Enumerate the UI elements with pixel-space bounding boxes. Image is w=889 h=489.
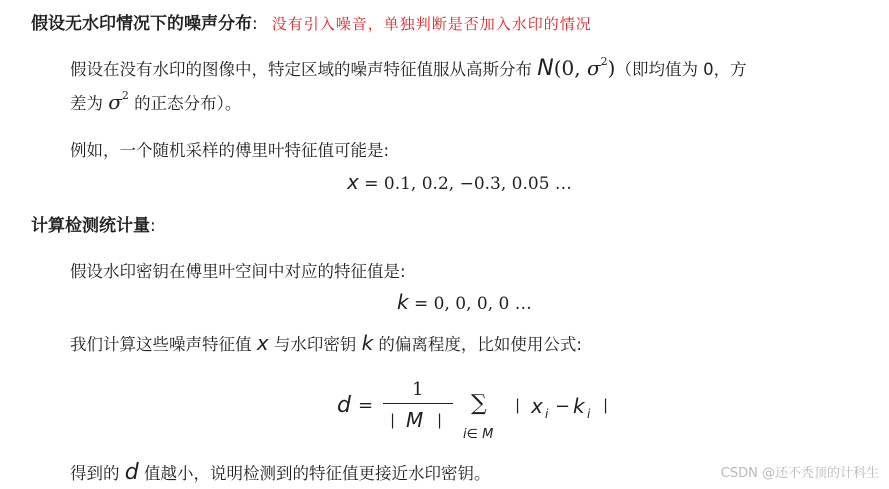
line2-text-post: 的正态分布）。 (128, 94, 242, 113)
summation-symbol: ∑ (471, 391, 487, 416)
summation-subscript: i∈ M (463, 427, 494, 442)
sigma-symbol: σ (586, 56, 601, 80)
sigma-square-2: 2 (121, 89, 129, 102)
formula-abs-left: | (515, 396, 521, 414)
formula-numerator: 1 (412, 379, 424, 400)
line1-text-pre: 假设在没有水印的图像中，特定区域的噪声特征值服从高斯分布 (70, 60, 538, 79)
conclusion-text-post: 值越小，说明检测到的特征值更接近水印密钥。 (138, 464, 491, 483)
x-symbol: x (347, 170, 359, 194)
distribution-description-line1 (70, 55, 747, 81)
fraction-bar (383, 403, 453, 404)
line2-text-pre: 差为 (70, 94, 109, 113)
normal-args-open: (0, (553, 56, 587, 80)
formula-equals: = (358, 395, 374, 416)
formula-ki-subscript: i (587, 407, 591, 421)
example-intro: 例如，一个随机采样的傅里叶特征值可能是: (70, 141, 390, 160)
formula-ki: k (573, 394, 585, 418)
conclusion-d-symbol: d (124, 460, 139, 485)
formula-M: M (406, 408, 424, 432)
sigma-square: 2 (600, 55, 608, 68)
section2-heading (31, 211, 156, 236)
section1-heading (31, 9, 592, 34)
x-values-equation (347, 170, 572, 194)
line1-text-post: （即均值为 0，方 (615, 60, 747, 79)
formula-minus: − (555, 396, 571, 417)
section1-heading-colon: : (252, 14, 258, 34)
csdn-watermark: CSDN @还不秃顶的计科生 (720, 466, 879, 481)
deviation-text-post: 的偏离程度，比如使用公式: (373, 335, 582, 354)
formula-bar-right: | (437, 411, 443, 429)
deviation-sentence (70, 331, 582, 355)
red-annotation-note: 没有引入噪音，单独判断是否加入水印的情况 (271, 15, 592, 33)
deviation-k-symbol: k (361, 331, 374, 355)
normal-args-close: ) (607, 56, 616, 80)
formula-xi-subscript: i (545, 407, 549, 421)
section1-heading-text: 假设无水印情况下的噪声分布 (31, 14, 252, 34)
formula-abs-right: | (603, 396, 609, 414)
k-values: = 0, 0, 0, 0 … (408, 294, 532, 314)
formula-xi: x (531, 394, 543, 418)
formula-bar-left: | (390, 411, 396, 429)
k-values-equation (397, 290, 532, 314)
distribution-description-line2 (70, 89, 241, 114)
k-symbol: k (397, 290, 409, 314)
deviation-text-pre: 我们计算这些噪声特征值 (70, 335, 257, 354)
key-intro: 假设水印密钥在傅里叶空间中对应的特征值是: (70, 262, 406, 281)
conclusion-sentence (70, 460, 490, 485)
section2-heading-colon: : (150, 216, 156, 236)
conclusion-text-pre: 得到的 (70, 464, 125, 483)
normal-symbol: N (537, 56, 554, 81)
sigma-symbol-2: σ (108, 90, 122, 114)
x-values: = 0.1, 0.2, −0.3, 0.05 … (358, 174, 572, 194)
deviation-x-symbol: x (256, 331, 269, 355)
section2-heading-text: 计算检测统计量 (31, 216, 150, 236)
formula-d: d (337, 393, 351, 418)
deviation-text-mid: 与水印密钥 (268, 335, 362, 354)
